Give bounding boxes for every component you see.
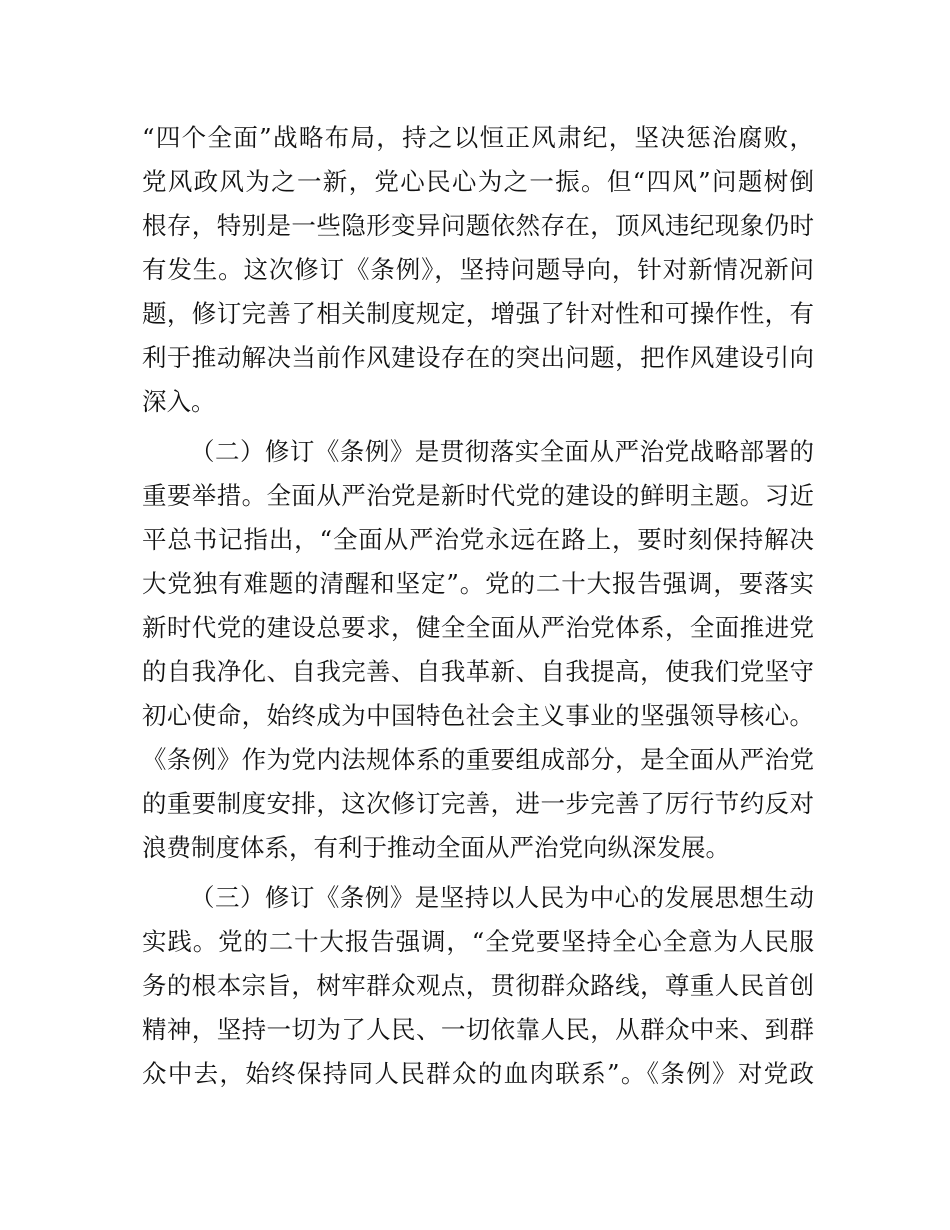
text-line: （二）修订《条例》是贯彻落实全面从严治党战略部署的 bbox=[190, 437, 814, 466]
text-line: “四个全面”战略布局，持之以恒正风肃纪，坚决惩治腐败， bbox=[142, 123, 814, 152]
text-line: 新时代党的建设总要求，健全全面从严治党体系，全面推进党 bbox=[142, 613, 814, 642]
text-line: 实践。党的二十大报告强调，“全党要坚持全心全意为人民服 bbox=[142, 927, 814, 956]
text-line: 的重要制度安排，这次修订完善，进一步完善了厉行节约反对 bbox=[142, 789, 814, 818]
text-line: 的自我净化、自我完善、自我革新、自我提高，使我们党坚守 bbox=[142, 657, 814, 686]
paragraph bbox=[142, 876, 814, 1096]
text-line: 初心使命，始终成为中国特色社会主义事业的坚强领导核心。 bbox=[142, 701, 814, 730]
text-line: 题，修订完善了相关制度规定，增强了针对性和可操作性，有 bbox=[142, 299, 814, 328]
text-line: 有发生。这次修订《条例》，坚持问题导向，针对新情况新问 bbox=[142, 255, 814, 284]
text-line: 《条例》作为党内法规体系的重要组成部分，是全面从严治党 bbox=[142, 745, 814, 774]
text-line: 深入。 bbox=[142, 387, 216, 416]
text-line: 大党独有难题的清醒和坚定”。党的二十大报告强调，要落实 bbox=[142, 569, 814, 598]
paragraph bbox=[142, 116, 814, 424]
text-line: （三）修订《条例》是坚持以人民为中心的发展思想生动 bbox=[190, 883, 814, 912]
text-line: 重要举措。全面从严治党是新时代党的建设的鲜明主题。习近 bbox=[142, 481, 814, 510]
text-line: 精神，坚持一切为了人民、一切依靠人民，从群众中来、到群 bbox=[142, 1015, 814, 1044]
text-line: 平总书记指出，“全面从严治党永远在路上，要时刻保持解决 bbox=[142, 525, 814, 554]
text-line: 众中去，始终保持同人民群众的血肉联系”。《条例》对党政 bbox=[142, 1059, 814, 1088]
paragraph bbox=[142, 430, 814, 870]
text-line: 根存，特别是一些隐形变异问题依然存在，顶风违纪现象仍时 bbox=[142, 211, 814, 240]
text-line: 务的根本宗旨，树牢群众观点，贯彻群众路线，尊重人民首创 bbox=[142, 971, 814, 1000]
text-line: 党风政风为之一新，党心民心为之一振。但“四风”问题树倒 bbox=[142, 167, 814, 196]
text-line: 浪费制度体系，有利于推动全面从严治党向纵深发展。 bbox=[142, 833, 730, 862]
text-line: 利于推动解决当前作风建设存在的突出问题，把作风建设引向 bbox=[142, 343, 814, 372]
